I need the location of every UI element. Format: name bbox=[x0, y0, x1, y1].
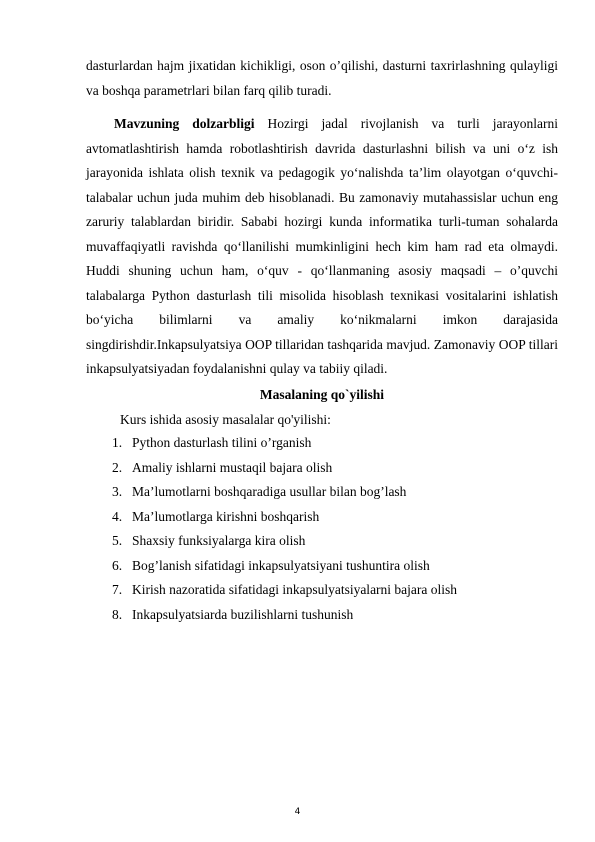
section-heading: Masalaning qo`yilishi bbox=[259, 387, 385, 402]
list-item-text: Ma’lumotlarga kirishni boshqarish bbox=[132, 508, 320, 524]
list-item bbox=[112, 482, 457, 507]
list-item bbox=[112, 458, 457, 483]
list-item-text: Bog’lanish sifatidagi inkapsulyatsiyani tushuntira olish bbox=[132, 557, 430, 573]
page-number: 4 bbox=[294, 807, 301, 817]
list-item-number: 2. bbox=[112, 459, 123, 475]
list-item-number: 3. bbox=[112, 484, 123, 499]
task-list bbox=[112, 433, 457, 629]
list-item bbox=[112, 556, 457, 581]
list-item-number: 1. bbox=[112, 435, 123, 450]
list-item-text: Python dasturlash tilini o’rganish bbox=[132, 435, 312, 450]
list-item-number: 6. bbox=[112, 557, 123, 573]
list-item-text: Ma’lumotlarni boshqaradiga usullar bilan bog’lash bbox=[132, 484, 407, 499]
relevance-lead: Mavzuning dolzarbligi bbox=[114, 116, 255, 131]
list-item-text: Shaxsiy funksiyalarga kira olish bbox=[132, 533, 306, 548]
paragraph-relevance bbox=[86, 112, 558, 382]
list-item-number: 7. bbox=[112, 582, 123, 597]
list-item-text: Kirish nazoratida sifatidagi inkapsulyatsiyalarni bajara olish bbox=[132, 582, 458, 597]
list-item-text: Amaliy ishlarni mustaqil bajara olish bbox=[132, 459, 333, 475]
section-intro: Kurs ishida asosiy masalalar qo'yilishi: bbox=[120, 412, 331, 427]
list-item-text: Inkapsulyatsiarda buzilishlarni tushunish bbox=[132, 606, 354, 622]
list-item bbox=[112, 531, 457, 556]
list-item bbox=[112, 507, 457, 532]
list-item bbox=[112, 605, 457, 630]
list-item-number: 5. bbox=[112, 533, 123, 548]
list-item bbox=[112, 433, 457, 458]
relevance-body: Hozirgi jadal rivojlanish va turli jarayonlarni avtomatlashtirish hamda robotlashtirish davrida dasturlashni bilish va uni o‘z ish jarayonida ishlata olish texnik va pedagogik yo‘nalishda ta’lim olayotgan o‘quvchi-talabalar uchun juda muhim deb hisoblanadi. Bu zamonaviy mutahassislar uchun eng zaruriy talablardan biridir. Sababi hozirgi kunda informatika turli-tuman sohalarda muvaffaqiyatli ravishda qo‘llanilishi mumkinligini hech kim ham rad eta olmaydi. Huddi shuning uchun ham, o‘quv - qo‘llanmaning asosiy maqsadi – o’quvchi talabalarga Python dasturlash tili misolida hisoblash texnikasi vositalarini ishlatish bo‘yicha bilimlarni va amaliy ko‘nikmalarni imkon darajasida singdirishdir.Inkapsulyatsiya OOP tillaridan tashqarida mavjud. Zamonaviy OOP tillari inkapsulyatsiyadan foydalanishni qulay va tabiiy qiladi. bbox=[86, 116, 559, 376]
list-item bbox=[112, 580, 457, 605]
list-item-number: 8. bbox=[112, 606, 123, 622]
paragraph-intro: dasturlardan hajm jixatidan kichikligi, oson o’qilishi, dasturni taxrirlashning qulayligi va boshqa parametrlari bilan farq qilib turadi. bbox=[86, 58, 558, 98]
list-item-number: 4. bbox=[112, 508, 123, 524]
